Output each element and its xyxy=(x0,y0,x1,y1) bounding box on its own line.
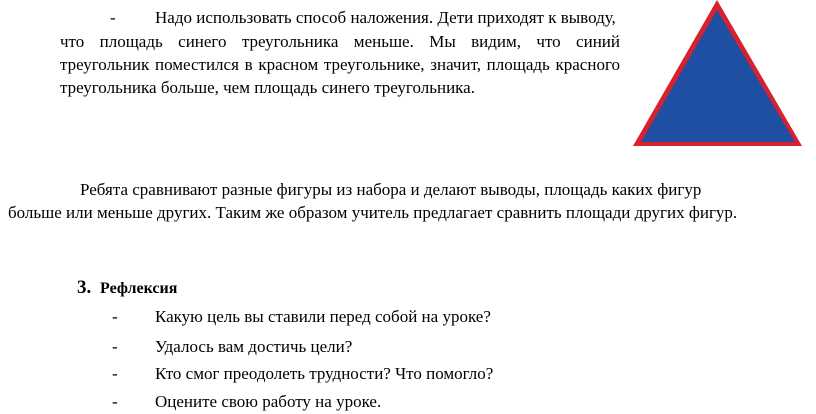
section-number: 3. xyxy=(77,277,92,298)
triangle-figure xyxy=(630,0,810,150)
list-item: Удалось вам достичь цели? xyxy=(155,337,353,356)
intro-dash: - xyxy=(110,8,116,27)
paragraph-line-2: больше или меньше других. Таким же образом учитель предлагает сравнить площади других фигур. xyxy=(8,203,738,222)
blue-triangle xyxy=(641,10,795,142)
intro-line-1: Надо использовать способ наложения. Дети приходят к выводу, xyxy=(155,8,616,27)
list-item-dash: - xyxy=(112,364,118,383)
list-item: Оцените свою работу на уроке. xyxy=(155,392,382,411)
paragraph-line-1: Ребята сравнивают разные фигуры из набора и делают выводы, площадь каких фигур xyxy=(80,180,702,199)
intro-line-4: треугольника больше, чем площадь синего треугольника. xyxy=(60,78,475,97)
section-title: Рефлексия xyxy=(100,280,178,297)
intro-line-3: треугольник поместился в красном треугольнике, значит, площадь красного xyxy=(60,55,620,74)
list-item-dash: - xyxy=(112,337,118,356)
list-item: Кто смог преодолеть трудности? Что помогло? xyxy=(155,364,494,383)
list-item-dash: - xyxy=(112,307,118,326)
intro-line-2: что площадь синего треугольника меньше. Мы видим, что синий xyxy=(60,32,620,51)
list-item-dash: - xyxy=(112,392,118,411)
list-item: Какую цель вы ставили перед собой на уроке? xyxy=(155,307,491,326)
